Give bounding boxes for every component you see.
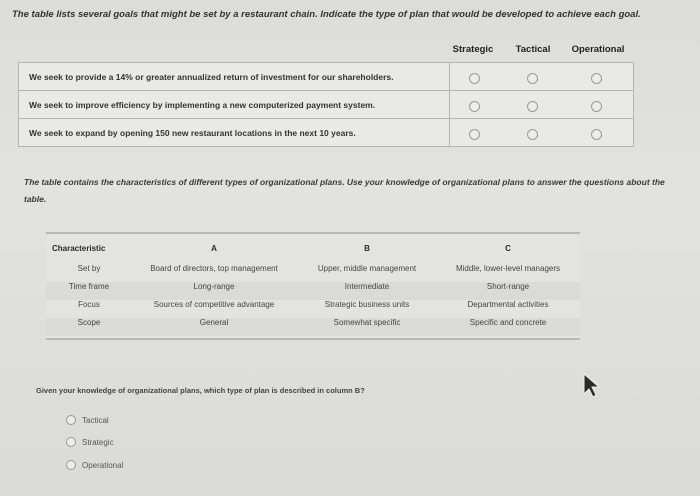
plan-type-header xyxy=(443,44,633,62)
question1-prompt: The table lists several goals that might be set by a restaurant chain. Indicate the type of plan that would be developed to achieve each goal. xyxy=(12,9,641,20)
mouse-pointer-icon xyxy=(582,372,602,403)
radio-button[interactable] xyxy=(66,437,76,447)
goal-row xyxy=(19,119,633,146)
option-label: Strategic xyxy=(82,437,114,447)
radio-strategic[interactable] xyxy=(469,73,480,84)
header-a: A xyxy=(211,244,217,253)
table-header xyxy=(46,244,580,262)
goal-label: We seek to expand by opening 150 new restaurant locations in the next 10 years. xyxy=(19,119,450,146)
radio-button[interactable] xyxy=(66,460,76,470)
radio-tactical[interactable] xyxy=(527,73,538,84)
radio-strategic[interactable] xyxy=(469,101,480,112)
cell-b: Somewhat specific xyxy=(333,318,401,327)
cell-b: Strategic business units xyxy=(324,300,410,309)
goal-row xyxy=(19,63,633,91)
goal-label: We seek to provide a 14% or greater annualized return of investment for our shareholders. xyxy=(19,63,450,90)
header-characteristic: Characteristic xyxy=(52,244,106,253)
cell-a: Board of directors, top management xyxy=(150,264,278,273)
option-label: Tactical xyxy=(82,415,109,425)
radio-operational[interactable] xyxy=(591,129,602,140)
option-strategic[interactable] xyxy=(66,437,114,447)
cell-a: Sources of competitive advantage xyxy=(153,300,275,309)
goals-table xyxy=(18,62,634,147)
option-label: Operational xyxy=(82,460,124,470)
radio-tactical[interactable] xyxy=(527,129,538,140)
characteristics-table xyxy=(46,232,580,340)
cell-b: Upper, middle management xyxy=(317,264,417,273)
cell-c: Departmental activities xyxy=(467,300,549,309)
table-row xyxy=(46,264,580,282)
cell-characteristic: Set by xyxy=(77,264,101,273)
cell-c: Middle, lower-level managers xyxy=(455,264,561,273)
option-operational[interactable] xyxy=(66,460,123,470)
cell-c: Specific and concrete xyxy=(469,318,547,327)
cell-a: Long-range xyxy=(193,282,235,291)
header-strategic: Strategic xyxy=(452,44,494,55)
table-rule xyxy=(46,338,580,340)
radio-button[interactable] xyxy=(66,415,76,425)
radio-operational[interactable] xyxy=(591,101,602,112)
table-row xyxy=(46,300,580,318)
cell-characteristic: Time frame xyxy=(68,282,110,291)
table-row xyxy=(46,282,580,300)
option-tactical[interactable] xyxy=(66,415,109,425)
goal-label: We seek to improve efficiency by implementing a new computerized payment system. xyxy=(19,91,450,118)
cell-c: Short-range xyxy=(486,282,530,291)
table-rule xyxy=(46,232,580,234)
question3-prompt: Given your knowledge of organizational plans, which type of plan is described in column B? xyxy=(36,386,365,395)
cell-a: General xyxy=(199,318,229,327)
question2-intro: The table contains the characteristics of different types of organizational plans. Use your knowledge of organizational plans to answer the questions about the table. xyxy=(24,177,665,204)
radio-strategic[interactable] xyxy=(469,129,480,140)
header-b: B xyxy=(364,244,370,253)
radio-operational[interactable] xyxy=(591,73,602,84)
table-row xyxy=(46,318,580,336)
header-operational: Operational xyxy=(571,44,625,55)
goal-row xyxy=(19,91,633,119)
cell-b: Intermediate xyxy=(344,282,390,291)
cell-characteristic: Focus xyxy=(78,300,100,309)
radio-tactical[interactable] xyxy=(527,101,538,112)
header-tactical: Tactical xyxy=(515,44,551,55)
cell-characteristic: Scope xyxy=(77,318,101,327)
header-c: C xyxy=(505,244,511,253)
